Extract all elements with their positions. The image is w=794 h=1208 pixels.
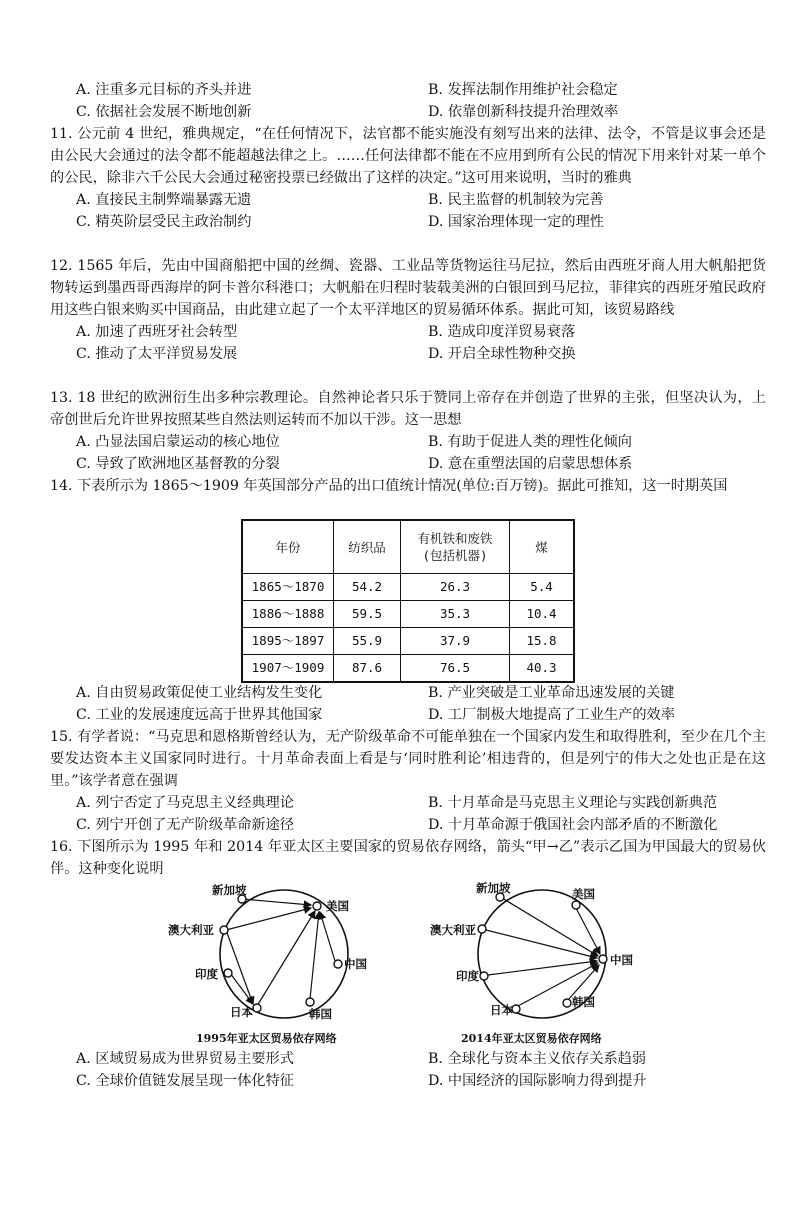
- diagram-1995: [160, 878, 380, 1028]
- header-iron-line1: 有机铁和废铁: [417, 531, 493, 546]
- option-d[interactable]: D. 国家治理体现一定的理性: [428, 214, 604, 230]
- header-iron: [401, 520, 510, 574]
- option-b[interactable]: B. 造成印度洋贸易衰落: [428, 324, 576, 340]
- option-b[interactable]: B. 民主监督的机制较为完善: [428, 192, 604, 208]
- option-c[interactable]: C. 推动了太平洋贸易发展: [76, 346, 238, 362]
- option-d[interactable]: D. 开启全球性物种交换: [428, 346, 576, 362]
- header-year: 年份: [242, 520, 334, 574]
- node-japan: 日本: [230, 1005, 253, 1019]
- option-d[interactable]: D. 中国经济的国际影响力得到提升: [428, 1073, 647, 1089]
- option-c[interactable]: C. 依据社会发展不断地创新: [76, 104, 252, 120]
- question-16-options-block: [50, 1048, 766, 1092]
- node-australia: 澳大利亚: [168, 923, 214, 937]
- option-d[interactable]: D. 依靠创新科技提升治理效率: [428, 104, 619, 120]
- header-textiles: 纺织品: [334, 520, 401, 574]
- arrow-korea-usa: [310, 912, 319, 999]
- arrow-china-usa: [320, 912, 335, 961]
- cell-iron: 76.5: [401, 655, 510, 683]
- option-d[interactable]: D. 工厂制极大地提高了工业生产的效率: [428, 707, 675, 723]
- cell-textiles: 54.2: [334, 574, 401, 601]
- node-china: 中国: [610, 953, 633, 967]
- question-13-options: [50, 431, 766, 475]
- option-a[interactable]: A. 列宁否定了马克思主义经典理论: [76, 795, 294, 811]
- diagram-2014: [424, 878, 644, 1028]
- option-b[interactable]: B. 十月革命是马克思主义理论与实践创新典范: [428, 795, 718, 811]
- option-c[interactable]: C. 导致了欧洲地区基督教的分裂: [76, 456, 280, 472]
- node-india: 印度: [195, 967, 218, 981]
- option-a[interactable]: A. 注重多元目标的齐头并进: [76, 82, 252, 98]
- option-a[interactable]: A. 直接民主制弊端暴露无遗: [76, 192, 252, 208]
- arrow-india-japan: [230, 973, 253, 1004]
- question-12-options: [50, 321, 766, 365]
- cell-textiles: 55.9: [334, 628, 401, 655]
- cell-textiles: 87.6: [334, 655, 401, 683]
- option-b[interactable]: B. 有助于促进人类的理性化倾向: [428, 434, 632, 450]
- option-c[interactable]: C. 列宁开创了无产阶级革命新途径: [76, 817, 294, 833]
- node-australia: 澳大利亚: [430, 923, 476, 937]
- node-japan: 日本: [490, 1003, 513, 1017]
- cell-year: 1865～1870: [242, 574, 334, 601]
- arrow-japan-usa: [257, 911, 315, 1006]
- question-15: [50, 726, 766, 836]
- cell-iron: 26.3: [401, 574, 510, 601]
- diagram-2014-svg: [424, 878, 644, 1028]
- question-16-stem: 16. 下图所示为 1995 年和 2014 年亚太区主要国家的贸易依存网络，箭头“甲→乙”表示乙国为甲国最大的贸易伙伴。这种变化说明: [50, 839, 766, 877]
- option-d[interactable]: D. 意在重塑法国的启蒙思想体系: [428, 456, 633, 472]
- cell-textiles: 59.5: [334, 601, 401, 628]
- question-14-options-block: [50, 682, 766, 726]
- arrow-singapore-china: [502, 898, 598, 956]
- option-d[interactable]: D. 十月革命源于俄国社会内部矛盾的不断激化: [428, 817, 718, 833]
- table-row: [242, 628, 574, 655]
- question-10: [50, 79, 766, 123]
- table-row: [242, 574, 574, 601]
- header-iron-line2: (包括机器): [422, 548, 488, 563]
- cell-year: 1907～1909: [242, 655, 334, 683]
- node-india: 印度: [456, 969, 479, 983]
- question-13: [50, 387, 766, 475]
- option-a[interactable]: A. 区域贸易成为世界贸易主要形式: [76, 1051, 294, 1067]
- cell-coal: 5.4: [510, 574, 575, 601]
- question-15-stem: 15. 有学者说：“马克思和恩格斯曾经认为，无产阶级革命不可能单独在一个国家内发生和取得胜利，至少在几个主要发达资本主义国家同时进行。十月革命表面上看是与‘同时胜利论’相违背的，但是列宁的伟大之处也正是在这里。”该学者意在强调: [50, 729, 766, 789]
- diagram-1995-svg: [160, 878, 380, 1028]
- arrow-australia-china: [486, 930, 597, 958]
- question-10-options: [50, 79, 766, 123]
- option-a[interactable]: A. 加速了西班牙社会转型: [76, 324, 238, 340]
- question-12-stem: 12. 1565 年后，先由中国商船把中国的丝绸、瓷器、工业品等货物运往马尼拉，然后由西班牙商人用大帆船把货物转运到墨西哥西海岸的阿卡普尔科港口；大帆船在归程时装载美洲的白银回到马尼拉，菲律宾的西班牙殖民政府用这些白银来购买中国商品，由此建立起了一个太平洋地区的贸易循环体系。据此可知，该贸易路线: [50, 258, 766, 318]
- question-14: [50, 475, 766, 497]
- option-b[interactable]: B. 全球化与资本主义依存关系趋弱: [428, 1051, 647, 1067]
- node-korea: 韩国: [309, 1007, 332, 1021]
- question-14-options: [50, 682, 766, 726]
- node-china: 中国: [344, 957, 367, 971]
- question-11-options: [50, 189, 766, 233]
- cell-coal: 15.8: [510, 628, 575, 655]
- arrow-australia-japan: [226, 930, 253, 1004]
- option-b[interactable]: B. 产业突破是工业革命迅速发展的关键: [428, 685, 675, 701]
- question-14-stem: 14. 下表所示为 1865～1909 年英国部分产品的出口值统计情况(单位:百万镑)。据此可推知，这一时期英国: [50, 478, 728, 494]
- node-singapore: 新加坡: [476, 881, 511, 895]
- arrow-singapore-usa: [242, 899, 311, 905]
- cell-iron: 35.3: [401, 601, 510, 628]
- option-c[interactable]: C. 精英阶层受民主政治制约: [76, 214, 252, 230]
- question-16: [50, 836, 766, 880]
- table-row: [242, 601, 574, 628]
- table-row: [242, 655, 574, 683]
- node-korea: 韩国: [572, 995, 595, 1009]
- question-16-options: [50, 1048, 766, 1092]
- arrow-australia-usa: [226, 908, 311, 930]
- cell-iron: 37.9: [401, 628, 510, 655]
- question-11-stem: 11. 公元前 4 世纪，雅典规定，“在任何情况下，法官都不能实施没有刻写出来的法律、法令，不管是议事会还是由公民大会通过的法令都不能超越法律之上。……任何法律都不能在不应用到所有公民的情况下用来针对某一单个的公民，除非六千公民大会通过秘密投票已经做出了这样的决定。”这可用来说明，当时的雅典: [50, 126, 766, 186]
- option-a[interactable]: A. 自由贸易政策促使工业结构发生变化: [76, 685, 323, 701]
- option-c[interactable]: C. 工业的发展速度远高于世界其他国家: [76, 707, 323, 723]
- question-13-stem: 13. 18 世纪的欧洲衍生出多种宗教理论。自然神论者只乐于赞同上帝存在并创造了世界的主张，但坚决认为，上帝创世后允许世界按照某些自然法则运转而不加以干涉。这一思想: [50, 390, 766, 428]
- header-coal: 煤: [510, 520, 575, 574]
- table-header-row: [242, 520, 574, 574]
- diagram-2014-caption: 2014年亚太区贸易依存网络: [461, 1032, 602, 1045]
- node-usa: 美国: [572, 887, 595, 901]
- cell-coal: 10.4: [510, 601, 575, 628]
- question-11: [50, 123, 766, 233]
- question-15-options: [50, 792, 766, 836]
- option-b[interactable]: B. 发挥法制作用维护社会稳定: [428, 82, 618, 98]
- node-singapore: 新加坡: [212, 883, 247, 897]
- option-c[interactable]: C. 全球价值链发展呈现一体化特征: [76, 1073, 294, 1089]
- arrow-usa-china: [576, 908, 600, 954]
- node-usa: 美国: [326, 899, 349, 913]
- cell-coal: 40.3: [510, 655, 575, 683]
- diagram-1995-caption: 1995年亚太区贸易依存网络: [196, 1032, 337, 1045]
- cell-year: 1895～1897: [242, 628, 334, 655]
- option-a[interactable]: A. 凸显法国启蒙运动的核心地位: [76, 434, 280, 450]
- cell-year: 1886～1888: [242, 601, 334, 628]
- export-table: [241, 519, 575, 683]
- question-12: [50, 255, 766, 365]
